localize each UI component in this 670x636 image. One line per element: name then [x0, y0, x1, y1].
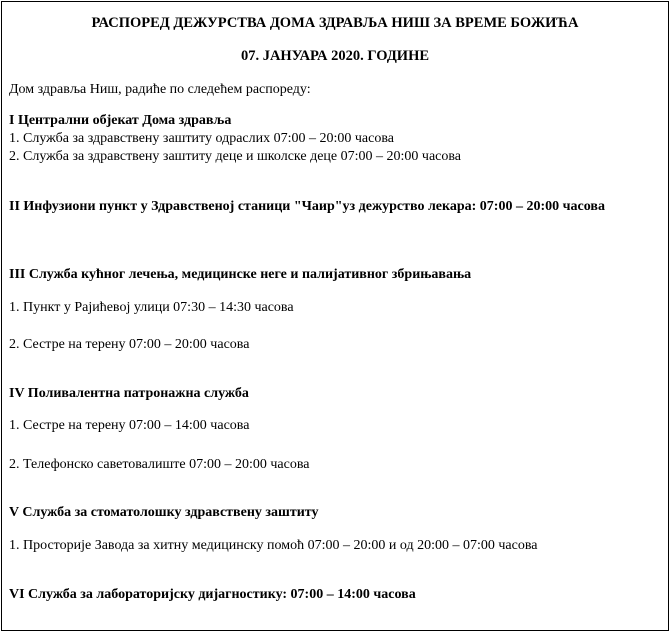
section-1-item-1: 1. Служба за здравствену заштиту одраслих 07:00 – 20:00 часова — [9, 131, 394, 146]
section-1-heading: I Централни објекат Дома здравља — [9, 113, 232, 128]
document-page — [1, 1, 669, 631]
section-3-heading: III Служба кућног лечења, медицинске неге и палијативног збрињавања — [9, 267, 472, 282]
section-4-heading: IV Поливалентна патронажна служба — [9, 386, 249, 401]
section-4-item-1: 1. Сестре на терену 07:00 – 14:00 часова — [9, 418, 250, 433]
page-title: РАСПОРЕД ДЕЖУРСТВА ДОМА ЗДРАВЉА НИШ ЗА ВРЕМЕ БОЖИЋА — [91, 15, 579, 31]
section-1-item-2: 2. Служба за здравствену заштиту деце и школске деце 07:00 – 20:00 часова — [9, 149, 462, 164]
section-5-heading: V Служба за стоматолошку здравствену заштиту — [9, 505, 319, 520]
section-4-item-2: 2. Телефонско саветовалиште 07:00 – 20:00 часова — [9, 457, 310, 472]
intro-text: Дом здравља Ниш, радиће по следећем распореду: — [9, 82, 311, 97]
section-2-heading: II Инфузиони пункт у Здравственој станици "Чаир"уз дежурство лекара: 07:00 – 20:00 часова — [9, 199, 605, 214]
section-3-item-2: 2. Сестре на терену 07:00 – 20:00 часова — [9, 337, 250, 352]
section-3-item-1: 1. Пункт у Рајићевој улици 07:30 – 14:30 часова — [9, 300, 294, 315]
section-6-heading: VI Служба за лабораторијску дијагностику: 07:00 – 14:00 часова — [9, 587, 416, 602]
section-5-item-1: 1. Просторије Завода за хитну медицинску помоћ 07:00 – 20:00 и од 20:00 – 07:00 часова — [9, 538, 538, 553]
page-subtitle-date: 07. ЈАНУАРА 2020. ГОДИНЕ — [240, 48, 430, 64]
